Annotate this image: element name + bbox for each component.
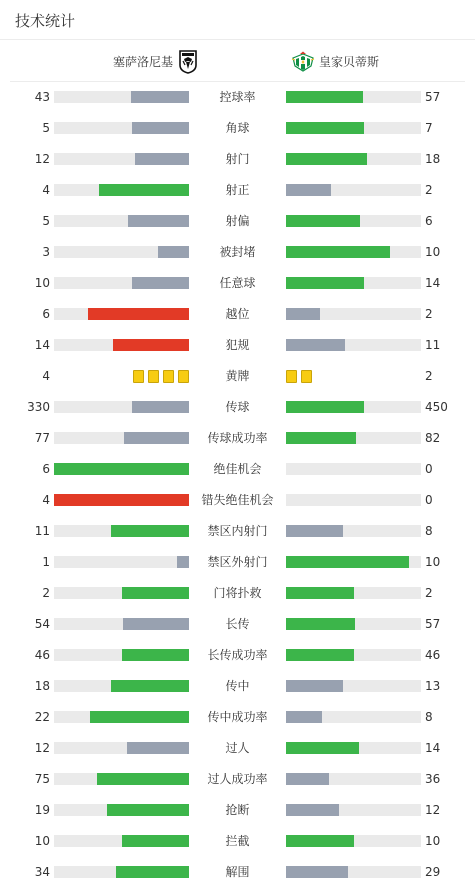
- away-stat-value: 8: [425, 710, 433, 724]
- away-stat-bar-fill: [286, 277, 364, 289]
- away-stat-value: 57: [425, 617, 441, 631]
- away-team-name: 皇家贝蒂斯: [319, 55, 380, 69]
- stat-row: [0, 299, 475, 330]
- away-stat-value: 13: [425, 679, 441, 693]
- home-stat-value: 11: [34, 524, 50, 538]
- away-stat-bar: [286, 618, 421, 630]
- stat-row: [0, 237, 475, 268]
- away-stat-value: 10: [425, 245, 441, 259]
- home-stat-value: 4: [42, 369, 50, 383]
- away-stat-bar: [286, 153, 421, 165]
- stat-row: [0, 857, 475, 888]
- home-stat-value: 12: [34, 741, 50, 755]
- home-stat-bar: [54, 835, 189, 847]
- stat-row: [0, 578, 475, 609]
- away-stat-value: 82: [425, 431, 441, 445]
- away-stat-bar: [286, 556, 421, 568]
- away-stat-bar-fill: [286, 711, 322, 723]
- home-stat-bar: [54, 184, 189, 196]
- stat-row: [0, 640, 475, 671]
- away-stat-bar-fill: [286, 866, 348, 878]
- away-stat-value: 8: [425, 524, 433, 538]
- stat-label: 绝佳机会: [213, 462, 262, 476]
- stat-row: [0, 795, 475, 826]
- stat-label: 长传: [225, 617, 250, 631]
- home-stat-value: 22: [34, 710, 50, 724]
- home-stat-bar: [54, 277, 189, 289]
- away-stat-bar: [286, 649, 421, 661]
- away-stat-bar-fill: [286, 401, 364, 413]
- home-stat-bar: [54, 401, 189, 413]
- home-stat-bar: [54, 215, 189, 227]
- away-stat-bar-fill: [286, 153, 367, 165]
- home-stat-bar-fill: [113, 339, 189, 351]
- home-stat-bar-fill: [111, 680, 189, 692]
- stat-label: 射偏: [225, 214, 250, 228]
- away-stat-bar: [286, 277, 421, 289]
- home-team[interactable]: [113, 41, 197, 82]
- stat-label: 门将扑救: [213, 586, 262, 600]
- home-stat-value: 54: [34, 617, 50, 631]
- home-stat-bar: [54, 587, 189, 599]
- stat-label: 长传成功率: [207, 648, 268, 662]
- home-stat-bar: [54, 711, 189, 723]
- stat-row: [0, 361, 475, 392]
- stat-label: 越位: [225, 307, 250, 321]
- stat-row: [0, 702, 475, 733]
- away-stat-bar: [286, 587, 421, 599]
- home-stat-bar: [54, 463, 189, 475]
- home-stat-bar-fill: [132, 277, 189, 289]
- yellow-card-icon: [148, 370, 159, 383]
- away-stat-bar-fill: [286, 649, 354, 661]
- home-stat-bar: [54, 556, 189, 568]
- away-stat-bar-fill: [286, 587, 354, 599]
- away-stat-value: 2: [425, 586, 433, 600]
- away-stat-value: 10: [425, 555, 441, 569]
- home-stat-value: 12: [34, 152, 50, 166]
- stat-label: 控球率: [219, 90, 256, 104]
- stat-row: [0, 144, 475, 175]
- home-stat-value: 10: [34, 276, 50, 290]
- home-stat-value: 10: [34, 834, 50, 848]
- home-stat-value: 330: [27, 400, 50, 414]
- home-stat-bar-fill: [116, 866, 189, 878]
- away-stat-value: 2: [425, 183, 433, 197]
- away-stat-value: 2: [425, 369, 433, 383]
- stat-label: 禁区内射门: [207, 524, 268, 538]
- home-team-name: 塞萨洛尼基: [112, 55, 173, 69]
- page-title: 技术统计: [15, 12, 76, 30]
- stat-label: 黄牌: [225, 369, 250, 383]
- away-stat-value: 450: [425, 400, 448, 414]
- away-stat-bar-fill: [286, 618, 355, 630]
- stat-row: [0, 268, 475, 299]
- yellow-card-icon: [286, 370, 297, 383]
- stat-row: [0, 547, 475, 578]
- home-stat-bar-fill: [122, 587, 190, 599]
- home-stat-value: 14: [34, 338, 50, 352]
- home-stat-bar: [54, 804, 189, 816]
- stat-row: [0, 516, 475, 547]
- home-stat-bar: [54, 246, 189, 258]
- home-stat-bar: [54, 773, 189, 785]
- away-stat-bar: [286, 91, 421, 103]
- away-stat-bar: [286, 463, 421, 475]
- away-stat-bar-fill: [286, 680, 343, 692]
- away-stat-value: 14: [425, 276, 441, 290]
- away-stat-bar-fill: [286, 308, 320, 320]
- home-stat-bar: [54, 866, 189, 878]
- home-yellow-cards: [133, 370, 189, 383]
- stat-row: [0, 454, 475, 485]
- yellow-card-icon: [178, 370, 189, 383]
- stat-row: [0, 764, 475, 795]
- yellow-card-icon: [133, 370, 144, 383]
- real-betis-crest-icon: [291, 51, 315, 73]
- home-stat-value: 18: [34, 679, 50, 693]
- yellow-card-icon: [301, 370, 312, 383]
- home-stat-value: 1: [42, 555, 50, 569]
- home-stat-bar-fill: [128, 215, 189, 227]
- stat-label: 射门: [225, 152, 250, 166]
- away-stat-bar-fill: [286, 773, 329, 785]
- home-stat-value: 34: [34, 865, 50, 879]
- home-stat-bar: [54, 122, 189, 134]
- home-stat-bar-fill: [111, 525, 189, 537]
- away-stat-bar-fill: [286, 339, 345, 351]
- stat-label: 拦截: [225, 834, 250, 848]
- home-stat-bar-fill: [97, 773, 189, 785]
- away-stat-bar: [286, 339, 421, 351]
- away-stat-bar: [286, 804, 421, 816]
- home-stat-bar-fill: [124, 432, 189, 444]
- away-stat-bar: [286, 494, 421, 506]
- home-stat-bar-fill: [54, 494, 189, 506]
- home-stat-bar-fill: [88, 308, 189, 320]
- away-stat-bar: [286, 773, 421, 785]
- away-stat-value: 0: [425, 462, 433, 476]
- away-stat-value: 18: [425, 152, 441, 166]
- away-stat-value: 14: [425, 741, 441, 755]
- away-stat-value: 57: [425, 90, 441, 104]
- stat-label: 传球: [225, 400, 250, 414]
- home-stat-value: 5: [42, 121, 50, 135]
- stat-label: 抢断: [225, 803, 250, 817]
- home-stat-value: 75: [34, 772, 50, 786]
- home-stat-bar: [54, 742, 189, 754]
- home-stat-value: 5: [42, 214, 50, 228]
- home-stat-value: 77: [34, 431, 50, 445]
- home-stat-bar-fill: [122, 649, 190, 661]
- home-stat-value: 3: [42, 245, 50, 259]
- home-stat-bar-fill: [90, 711, 189, 723]
- stat-row: [0, 609, 475, 640]
- away-stat-bar-fill: [286, 804, 339, 816]
- away-stat-bar: [286, 680, 421, 692]
- stat-label: 被封堵: [219, 245, 256, 259]
- stat-row: [0, 485, 475, 516]
- stat-label: 传球成功率: [207, 431, 268, 445]
- home-stat-bar-fill: [99, 184, 189, 196]
- away-stat-bar: [286, 525, 421, 537]
- away-stat-bar: [286, 835, 421, 847]
- home-stat-bar: [54, 339, 189, 351]
- home-stat-value: 2: [42, 586, 50, 600]
- stat-row: [0, 423, 475, 454]
- stat-label: 射正: [225, 183, 250, 197]
- stat-label: 禁区外射门: [207, 555, 268, 569]
- away-stat-bar-fill: [286, 184, 331, 196]
- away-stat-bar: [286, 401, 421, 413]
- away-stat-bar: [286, 742, 421, 754]
- home-stat-bar: [54, 494, 189, 506]
- home-stat-value: 6: [42, 307, 50, 321]
- home-stat-bar-fill: [158, 246, 189, 258]
- away-stat-value: 10: [425, 834, 441, 848]
- away-stat-bar: [286, 246, 421, 258]
- yellow-card-icon: [163, 370, 174, 383]
- away-stat-bar-fill: [286, 742, 359, 754]
- away-stat-value: 46: [425, 648, 441, 662]
- stat-label: 角球: [225, 121, 250, 135]
- away-stat-bar: [286, 215, 421, 227]
- away-stat-value: 11: [425, 338, 441, 352]
- away-stat-bar: [286, 308, 421, 320]
- away-stat-bar: [286, 866, 421, 878]
- stat-row: [0, 671, 475, 702]
- stat-label: 错失绝佳机会: [201, 493, 274, 507]
- home-stat-value: 6: [42, 462, 50, 476]
- home-stat-bar-fill: [177, 556, 189, 568]
- stat-row: [0, 330, 475, 361]
- home-stat-bar: [54, 525, 189, 537]
- stat-row: [0, 392, 475, 423]
- home-stat-bar-fill: [127, 742, 189, 754]
- away-team[interactable]: [291, 41, 379, 82]
- home-stat-bar-fill: [132, 122, 189, 134]
- paok-crest-icon: [179, 50, 197, 74]
- home-stat-bar: [54, 308, 189, 320]
- stat-label: 传中: [225, 679, 250, 693]
- stat-row: [0, 826, 475, 857]
- home-stat-bar-fill: [135, 153, 189, 165]
- away-stat-bar: [286, 184, 421, 196]
- home-stat-bar: [54, 680, 189, 692]
- home-stat-bar: [54, 432, 189, 444]
- stat-label: 过人成功率: [207, 772, 268, 786]
- teams-header: [10, 41, 465, 82]
- away-stat-value: 2: [425, 307, 433, 321]
- away-stat-bar-fill: [286, 246, 390, 258]
- stat-row: [0, 82, 475, 113]
- away-stat-value: 7: [425, 121, 433, 135]
- away-stat-bar-fill: [286, 432, 356, 444]
- home-stat-bar: [54, 91, 189, 103]
- stat-row: [0, 113, 475, 144]
- stat-row: [0, 175, 475, 206]
- away-stat-value: 0: [425, 493, 433, 507]
- home-stat-bar: [54, 618, 189, 630]
- stat-row: [0, 206, 475, 237]
- home-stat-bar-fill: [54, 463, 189, 475]
- home-stat-value: 19: [34, 803, 50, 817]
- home-stat-value: 4: [42, 493, 50, 507]
- away-stat-bar-fill: [286, 91, 363, 103]
- home-stat-bar: [54, 153, 189, 165]
- away-stat-bar-fill: [286, 835, 354, 847]
- home-stat-value: 4: [42, 183, 50, 197]
- home-stat-bar-fill: [132, 401, 189, 413]
- away-stat-value: 12: [425, 803, 441, 817]
- away-stat-bar: [286, 122, 421, 134]
- away-yellow-cards: [286, 370, 312, 383]
- home-stat-bar: [54, 649, 189, 661]
- away-stat-value: 6: [425, 214, 433, 228]
- stat-label: 犯规: [225, 338, 250, 352]
- away-stat-bar-fill: [286, 556, 409, 568]
- stat-label: 解围: [225, 865, 250, 879]
- away-stat-bar: [286, 711, 421, 723]
- stat-label: 过人: [225, 741, 250, 755]
- away-stat-bar-fill: [286, 525, 343, 537]
- home-stat-value: 46: [34, 648, 50, 662]
- home-stat-bar-fill: [122, 835, 190, 847]
- home-stat-bar-fill: [107, 804, 189, 816]
- stat-row: [0, 733, 475, 764]
- away-stat-value: 36: [425, 772, 441, 786]
- stat-label: 任意球: [219, 276, 256, 290]
- stat-label: 传中成功率: [207, 710, 268, 724]
- away-stat-bar-fill: [286, 215, 360, 227]
- away-stat-bar-fill: [286, 122, 364, 134]
- home-stat-value: 43: [34, 90, 50, 104]
- away-stat-bar: [286, 432, 421, 444]
- header: [0, 0, 475, 40]
- home-stat-bar-fill: [123, 618, 189, 630]
- away-stat-value: 29: [425, 865, 441, 879]
- home-stat-bar-fill: [131, 91, 189, 103]
